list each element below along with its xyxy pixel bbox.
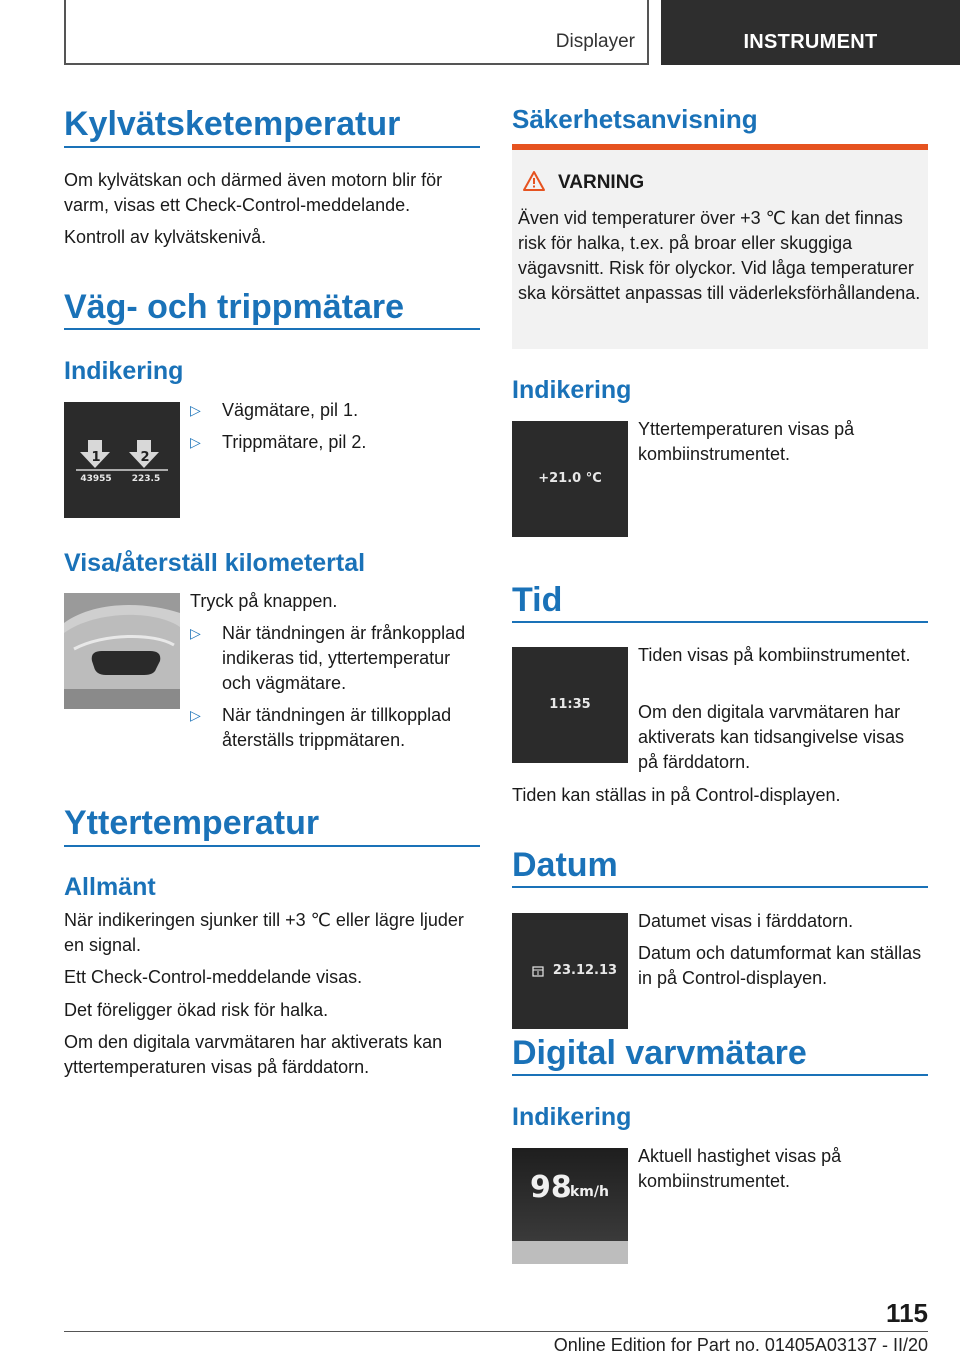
odometer-image: [64, 402, 180, 518]
speedo-image: [512, 1148, 628, 1264]
temp-display-heading: Indikering: [512, 376, 632, 404]
temp-display-text: Yttertemperaturen visas på kombiinstrumentet.: [638, 419, 855, 464]
safety-heading: Säkerhetsanvisning: [512, 104, 758, 134]
odometer-heading-rule: [64, 328, 480, 330]
bullet-triangle-icon: ▷: [190, 707, 201, 723]
warning-label: VARNING: [558, 172, 645, 193]
coolant-heading-rule: [64, 146, 480, 148]
date-paragraph-2: Datum och datumformat kan ställas in på Control-displayen.: [638, 943, 922, 988]
time-heading: Tid: [512, 581, 563, 619]
outside-temp-general-heading: Allmänt: [64, 873, 156, 901]
warning-text: Även vid temperaturer över +3 ℃ kan det finnas risk för halka, t.ex. på broar eller skuggiga vägavsnitt. Risk för olyckor. Vid låga temperaturer ska körsättet anpassas till väderleksförhållandena.: [518, 208, 921, 303]
odometer-display-heading: Indikering: [64, 357, 184, 385]
page-number: 115: [886, 1298, 928, 1328]
odometer-arrow-1-label: 1: [91, 450, 101, 465]
speedo-heading-rule: [512, 1074, 928, 1076]
bullet-triangle-icon: ▷: [190, 434, 201, 450]
odometer-heading: Väg- och trippmätare: [64, 288, 405, 326]
temp-display-image: [512, 421, 628, 537]
odometer-arrow-2-label: 2: [140, 450, 150, 465]
footer-rule: [64, 1331, 928, 1332]
date-image-value: 23.12.13: [552, 963, 618, 978]
warning-triangle-icon: [522, 170, 546, 192]
coolant-heading: Kylvätsketemperatur: [64, 105, 401, 143]
warning-box: [512, 144, 928, 349]
header-section-label: Displayer: [555, 31, 635, 52]
coolant-paragraph-2: Kontroll av kylvätskenivå.: [64, 227, 267, 247]
time-paragraph-1: Tiden visas på kombiinstrumentet.: [638, 645, 911, 665]
odometer-trip-value: 223.5: [131, 474, 161, 484]
date-heading-rule: [512, 886, 928, 888]
speedo-image-speed: 98: [530, 1170, 572, 1205]
outside-temp-heading: Yttertemperatur: [64, 804, 320, 842]
header-section-tab: [64, 0, 649, 65]
outside-temp-heading-rule: [64, 845, 480, 847]
bullet-triangle-icon: ▷: [190, 402, 201, 418]
reset-heading: Visa/återställ kilometertal: [64, 549, 366, 577]
date-image: [512, 913, 628, 1029]
time-paragraph-3: Tiden kan ställas in på Control-displayen.: [512, 785, 841, 805]
speedo-heading: Digital varvmätare: [512, 1034, 807, 1072]
outside-temp-paragraph-3: Det föreligger ökad risk för halka.: [64, 1000, 329, 1020]
reset-button-image: [64, 593, 180, 709]
reset-intro: Tryck på knappen.: [190, 591, 338, 611]
warning-bar: [512, 144, 928, 150]
odometer-total-value: 43955: [80, 474, 112, 484]
date-paragraph-1: Datumet visas i färddatorn.: [638, 911, 854, 931]
date-heading: Datum: [512, 846, 618, 884]
header-chapter-tab: [661, 0, 960, 65]
temp-display-value: +21.0 °C: [538, 471, 602, 486]
reset-button-icon: [64, 593, 180, 709]
speedo-display-heading: Indikering: [512, 1103, 632, 1131]
time-image-value: 11:35: [549, 697, 591, 712]
outside-temp-paragraph-2: Ett Check-Control-meddelande visas.: [64, 967, 363, 987]
footer-edition: Online Edition for Part no. 01405A03137 - II/20: [553, 1335, 928, 1355]
time-heading-rule: [512, 621, 928, 623]
time-paragraph-2: Om den digitala varvmätaren har aktiverats kan tidsangivelse visas på färddatorn.: [638, 702, 905, 772]
outside-temp-paragraph-4: Om den digitala varvmätaren har aktiverats kan yttertemperaturen visas på färddatorn.: [64, 1032, 443, 1077]
speedo-text: Aktuell hastighet visas på kombiinstrumentet.: [638, 1146, 842, 1191]
bullet-triangle-icon: ▷: [190, 625, 201, 641]
time-image: [512, 647, 628, 763]
coolant-paragraph-1: Om kylvätskan och därmed även motorn blir för varm, visas ett Check-Control-meddelande.: [64, 170, 443, 215]
outside-temp-paragraph-1: När indikeringen sjunker till +3 ℃ eller lägre ljuder en signal.: [64, 910, 464, 955]
speedo-image-unit: km/h: [570, 1184, 609, 1200]
header-chapter-label: INSTRUMENT: [743, 31, 878, 53]
